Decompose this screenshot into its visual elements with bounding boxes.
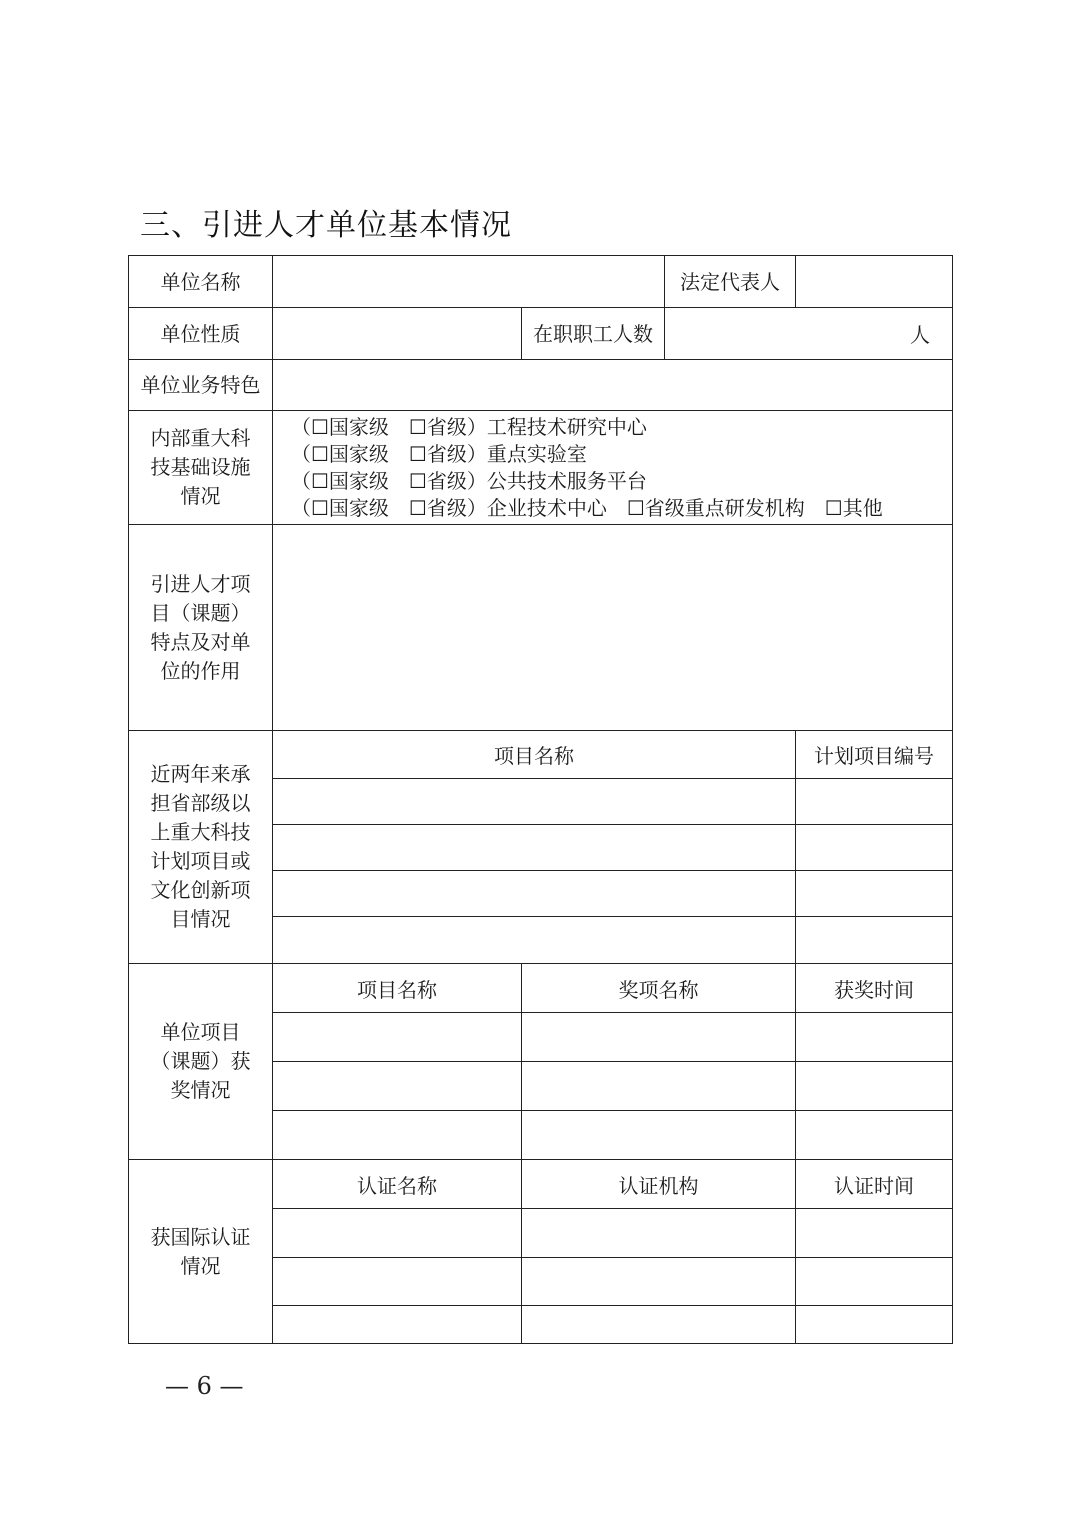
facility-option-line[interactable]: （☐国家级 ☐省级）企业技术中心 ☐省级重点研发机构 ☐其他: [291, 495, 883, 520]
recent-project-number-cell[interactable]: [796, 871, 953, 917]
legal-rep-label: 法定代表人: [665, 256, 796, 308]
table-row: [129, 411, 953, 525]
facility-option-line[interactable]: （☐国家级 ☐省级）公共技术服务平台: [291, 468, 647, 493]
recent-project-number-cell[interactable]: [796, 825, 953, 871]
table-row: [129, 360, 953, 411]
page-number: — 6 —: [165, 1372, 244, 1400]
unit-basic-info-form: [128, 255, 953, 1344]
table-row: [129, 1160, 953, 1209]
legal-rep-field[interactable]: [796, 256, 953, 308]
project-role-field[interactable]: [273, 525, 953, 731]
facility-option-line[interactable]: （☐国家级 ☐省级）工程技术研究中心: [291, 414, 647, 439]
recent-projects-label: 近两年来承担省部级以上重大科技计划项目或文化创新项目情况: [129, 731, 273, 964]
award-project-header: 项目名称: [273, 964, 522, 1013]
cert-name-header: 认证名称: [273, 1160, 522, 1209]
table-row: [129, 525, 953, 731]
cert-org-cell[interactable]: [522, 1306, 796, 1344]
cert-time-header: 认证时间: [796, 1160, 953, 1209]
table-row: [129, 731, 953, 779]
cert-org-cell[interactable]: [522, 1258, 796, 1306]
award-name-header: 奖项名称: [522, 964, 796, 1013]
unit-nature-field[interactable]: [273, 308, 522, 360]
certification-label: 获国际认证情况: [129, 1160, 273, 1344]
recent-project-name-header: 项目名称: [273, 731, 796, 779]
table-row: [129, 256, 953, 308]
award-time-cell[interactable]: [796, 1013, 953, 1062]
awards-label: 单位项目（课题）获奖情况: [129, 964, 273, 1160]
award-name-cell[interactable]: [522, 1013, 796, 1062]
cert-name-cell[interactable]: [273, 1306, 522, 1344]
cert-org-header: 认证机构: [522, 1160, 796, 1209]
recent-project-name-cell[interactable]: [273, 917, 796, 964]
cert-org-cell[interactable]: [522, 1209, 796, 1258]
unit-nature-label: 单位性质: [129, 308, 273, 360]
facilities-options: [273, 411, 953, 525]
award-time-header: 获奖时间: [796, 964, 953, 1013]
staff-count-label: 在职职工人数: [522, 308, 665, 360]
recent-project-number-cell[interactable]: [796, 917, 953, 964]
staff-count-field[interactable]: [665, 308, 953, 360]
cert-time-cell[interactable]: [796, 1258, 953, 1306]
unit-name-field[interactable]: [273, 256, 665, 308]
award-time-cell[interactable]: [796, 1111, 953, 1160]
unit-name-label: 单位名称: [129, 256, 273, 308]
award-project-cell[interactable]: [273, 1013, 522, 1062]
facility-option-line[interactable]: （☐国家级 ☐省级）重点实验室: [291, 441, 587, 466]
award-project-cell[interactable]: [273, 1062, 522, 1111]
award-project-cell[interactable]: [273, 1111, 522, 1160]
staff-unit: 人: [910, 323, 930, 347]
business-field[interactable]: [273, 360, 953, 411]
recent-project-name-cell[interactable]: [273, 871, 796, 917]
table-row: [129, 964, 953, 1013]
recent-project-name-cell[interactable]: [273, 825, 796, 871]
table-row: [129, 308, 953, 360]
recent-project-number-cell[interactable]: [796, 779, 953, 825]
recent-project-name-cell[interactable]: [273, 779, 796, 825]
cert-name-cell[interactable]: [273, 1258, 522, 1306]
page-title: 三、引进人才单位基本情况: [140, 208, 512, 243]
cert-time-cell[interactable]: [796, 1209, 953, 1258]
award-time-cell[interactable]: [796, 1062, 953, 1111]
award-name-cell[interactable]: [522, 1111, 796, 1160]
award-name-cell[interactable]: [522, 1062, 796, 1111]
facilities-label: 内部重大科技基础设施情况: [129, 411, 273, 525]
project-role-label: 引进人才项目（课题）特点及对单位的作用: [129, 525, 273, 731]
business-label: 单位业务特色: [129, 360, 273, 411]
cert-time-cell[interactable]: [796, 1306, 953, 1344]
recent-project-number-header: 计划项目编号: [796, 731, 953, 779]
cert-name-cell[interactable]: [273, 1209, 522, 1258]
